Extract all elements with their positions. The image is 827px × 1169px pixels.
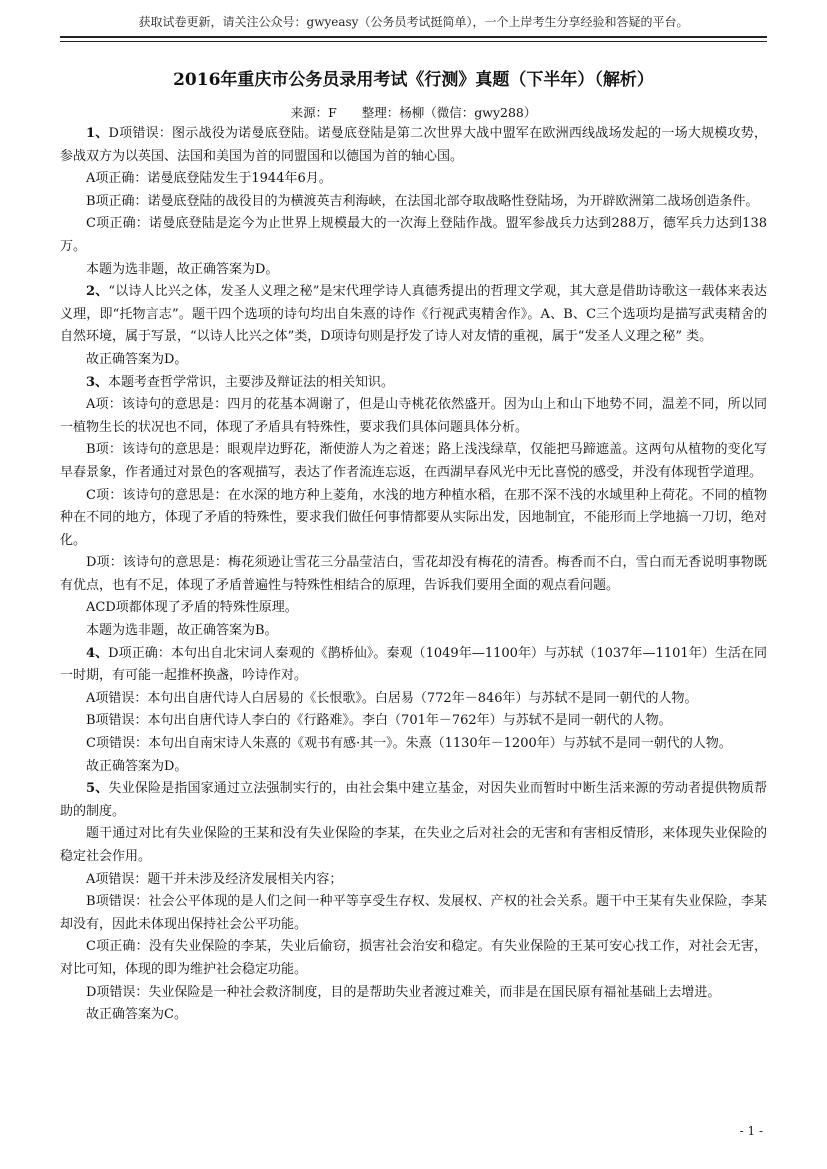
paragraph-text: C项正确：诺曼底登陆是迄今为止世界上规模最大的一次海上登陆作战。盟军参战兵力达到288万，德军兵力达到138万。	[60, 216, 767, 254]
paragraph-text: 失业保险是指国家通过立法强制实行的，由社会集中建立基金，对因失业而暂时中断生活来源的劳动者提供物质帮助的制度。	[60, 781, 767, 819]
paragraph-text: 故正确答案为D。	[86, 351, 188, 367]
paragraph-text: C项错误：本句出自南宋诗人朱熹的《观书有感·其一》。朱熹（1130年－1200年）与苏轼不是同一朝代的人物。	[86, 736, 732, 752]
paragraph	[60, 597, 767, 620]
paragraph	[60, 710, 767, 733]
paragraph	[60, 756, 767, 779]
paragraph-text: A项错误：题干并未涉及经济发展相关内容；	[86, 871, 343, 887]
paragraph	[60, 485, 767, 553]
paragraph	[60, 394, 767, 439]
paragraph	[60, 372, 767, 395]
paragraph-text: 故正确答案为D。	[86, 758, 188, 774]
paragraph	[60, 213, 767, 258]
paragraph	[60, 891, 767, 936]
paragraph-text: D项：该诗句的意思是：梅花须逊让雪花三分晶莹洁白，雪花却没有梅花的清香。梅香而不白，雪白而无香说明事物既有优点，也有不足，体现了矛盾普遍性与特殊性相结合的原理，告诉我们要用全面的观点看问题。	[60, 555, 767, 593]
paragraph	[60, 191, 767, 214]
header-rule-thick	[60, 36, 767, 38]
paragraph	[60, 982, 767, 1005]
paragraph-text: 故正确答案为C。	[86, 1007, 187, 1023]
paragraph-text: D项错误：失业保险是一种社会救济制度，目的是帮助失业者渡过难关，而非是在国民原有福祉基础上去增进。	[86, 984, 721, 1000]
paragraph-text: D项错误：图示战役为诺曼底登陆。诺曼底登陆是第二次世界大战中盟军在欧洲西线战场发起的一场大规模攻势，参战双方为以英国、法国和美国为首的同盟国和以德国为首的轴心国。	[60, 126, 767, 164]
document-body	[60, 123, 767, 1027]
paragraph	[60, 643, 767, 688]
header-rule-thin	[60, 41, 767, 42]
paragraph	[60, 620, 767, 643]
question-number: 2、	[86, 284, 109, 300]
paragraph-text: B项错误：社会公平体现的是人们之间一种平等享受生存权、发展权、产权的社会关系。题干中王某有失业保险，李某却没有，因此未体现出保持社会公平功能。	[60, 894, 767, 932]
paragraph-text: A项：该诗句的意思是：四月的花基本凋谢了，但是山寺桃花依然盛开。因为山上和山下地势不同，温差不同，所以同一植物生长的状况也不同，体现了矛盾具有特殊性，要求我们具体问题具体分析。	[60, 397, 767, 435]
paragraph-text: “以诗人比兴之体，发圣人义理之秘”是宋代理学诗人真德秀提出的哲理文学观，其大意是借助诗歌这一载体来表达义理，即“托物言志”。题干四个选项的诗句均出自朱熹的诗作《行视武夷精舍作》。A、B、C三个选项均是描写武夷精舍的自然环境，属于写景，“以诗人比兴之体”类，D项诗句则是抒发了诗人对友情的重视，属于“发圣人义理之秘” 类。	[60, 284, 768, 345]
paragraph-text: B项：该诗句的意思是：眼观岸边野花，渐使游人为之着迷；路上浅浅绿草，仅能把马蹄遮盖。这两句从植物的变化写早春景象，作者通过对景色的客观描写，表达了作者流连忘返，在西湖早春风光中无比喜悦的感受，并没有体现哲学道理。	[60, 442, 767, 480]
paragraph-text: C项：该诗句的意思是：在水深的地方种上菱角，水浅的地方种植水稻，在那不深不浅的水域里种上荷花。不同的植物种在不同的地方，体现了矛盾的特殊性，要求我们做任何事情都要从实际出发，因地制宜，不能形而上学地搞一刀切，绝对化。	[60, 487, 767, 548]
paragraph-text: B项正确：诺曼底登陆的战役目的为横渡英吉利海峡，在法国北部夺取战略性登陆场，为开辟欧洲第二战场创造条件。	[86, 193, 759, 209]
paragraph	[60, 259, 767, 282]
paragraph	[60, 688, 767, 711]
paragraph	[60, 733, 767, 756]
question-number: 1、	[86, 126, 109, 141]
paragraph	[60, 168, 767, 191]
header-note: 获取试卷更新，请关注公众号：gwyeasy（公务员考试挺简单），一个上岸考生分享经验和答疑的平台。	[138, 15, 689, 29]
paragraph-text: 题干通过对比有失业保险的王某和没有失业保险的李某，在失业之后对社会的无害和有害相反情形，来体现失业保险的稳定社会作用。	[60, 826, 767, 864]
question-number: 5、	[86, 781, 109, 797]
paragraph	[60, 778, 767, 823]
paragraph-text: D项正确：本句出自北宋词人秦观的《鹊桥仙》。秦观（1049年—1100年）与苏轼（1037年—1101年）生活在同一时期，有可能一起推杯换盏，吟诗作对。	[60, 645, 767, 684]
source-line: 来源：F 整理：杨柳（微信：gwy288）	[290, 105, 537, 120]
paragraph	[60, 1004, 767, 1027]
paragraph-text: ACD项都体现了矛盾的特殊性原理。	[86, 600, 298, 616]
paragraph-text: 本题为选非题，故正确答案为D。	[86, 261, 279, 277]
paragraph-text: A项错误：本句出自唐代诗人白居易的《长恨歌》。白居易（772年－846年）与苏轼不是同一朝代的人物。	[86, 690, 698, 706]
paragraph	[60, 123, 767, 168]
paragraph-text: A项正确：诺曼底登陆发生于1944年6月。	[86, 171, 332, 187]
paragraph	[60, 823, 767, 868]
page-number: - 1 -	[739, 1124, 763, 1138]
paragraph-text: 本题为选非题，故正确答案为B。	[86, 623, 278, 639]
paragraph	[60, 552, 767, 597]
question-number: 3、	[86, 374, 109, 390]
paragraph-text: B项错误：本句出自唐代诗人李白的《行路难》。李白（701年－762年）与苏轼不是同一朝代的人物。	[86, 713, 672, 729]
paragraph	[60, 281, 767, 349]
paragraph	[60, 869, 767, 892]
page-title: 2016年重庆市公务员录用考试《行测》真题（下半年）（解析）	[173, 70, 654, 90]
paragraph-text: C项正确：没有失业保险的李某，失业后偷窃，损害社会治安和稳定。有失业保险的王某可安心找工作，对社会无害，对比可知，体现的即为维护社会稳定功能。	[60, 939, 767, 977]
paragraph	[60, 349, 767, 372]
paragraph	[60, 439, 767, 484]
paragraph-text: 本题考查哲学常识，主要涉及辩证法的相关知识。	[108, 374, 395, 390]
paragraph	[60, 936, 767, 981]
question-number: 4、	[86, 645, 109, 661]
